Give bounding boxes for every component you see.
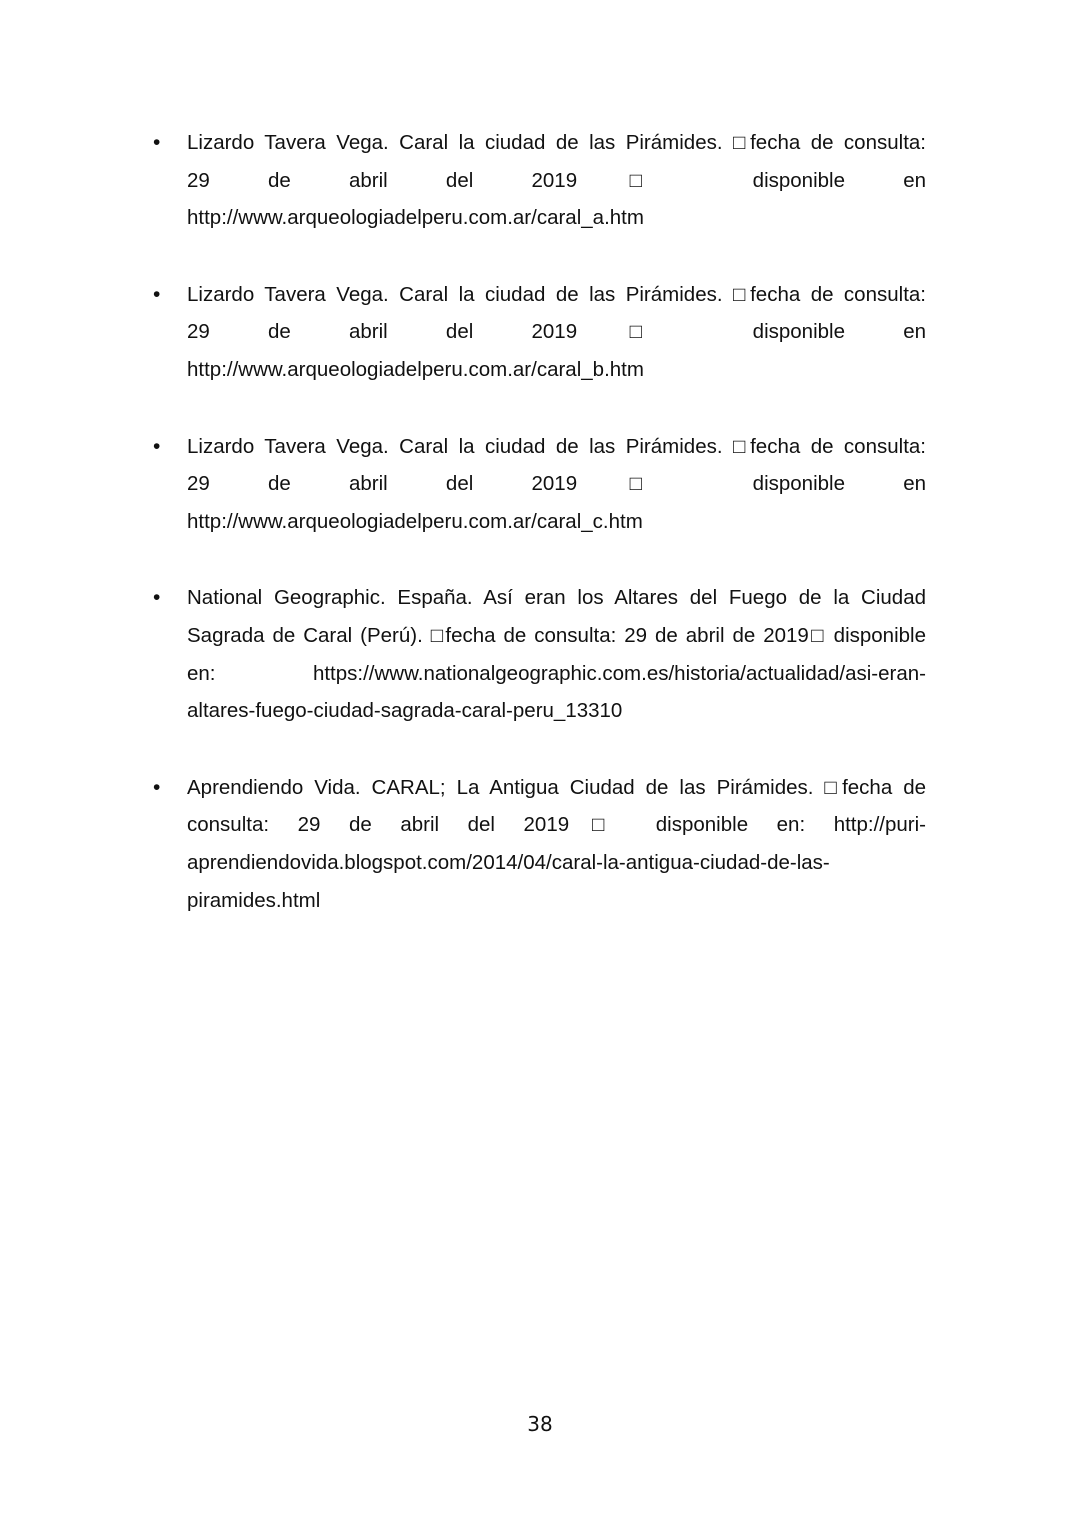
reference-line: piramides.html — [187, 888, 321, 912]
reference-line: http://www.arqueologiadelperu.com.ar/caral_a.htm — [187, 206, 644, 230]
reference-line: aprendiendovida.blogspot.com/2014/04/caral-la-antigua-ciudad-de-las- — [187, 850, 830, 874]
reference-line: Aprendiendo Vida. CARAL; La Antigua Ciudad de las Pirámides. □fecha de — [187, 775, 926, 799]
reference-line: altares-fuego-ciudad-sagrada-caral-peru_13310 — [187, 699, 623, 723]
reference-line: Sagrada de Caral (Perú). □fecha de consulta: 29 de abril de 2019□ disponible — [187, 623, 926, 647]
reference-line: http://www.arqueologiadelperu.com.ar/caral_b.htm — [187, 357, 644, 381]
reference-item — [153, 124, 926, 237]
reference-item — [153, 428, 926, 541]
bullet-icon: • — [153, 775, 161, 799]
reference-line: 29 de abril del 2019□ disponible en — [187, 320, 926, 344]
reference-line: Lizardo Tavera Vega. Caral la ciudad de las Pirámides. □fecha de consulta: — [187, 131, 926, 154]
reference-line: National Geographic. España. Así eran los Altares del Fuego de la Ciudad — [187, 586, 926, 610]
reference-line: consulta: 29 de abril del 2019□ disponible en: http://puri- — [187, 813, 926, 837]
reference-line: 29 de abril del 2019□ disponible en — [187, 472, 926, 496]
reference-list — [153, 124, 926, 958]
reference-line: en: https://www.nationalgeographic.com.es/historia/actualidad/asi-eran- — [187, 661, 926, 685]
bullet-icon: • — [153, 586, 161, 610]
reference-line: Lizardo Tavera Vega. Caral la ciudad de las Pirámides. □fecha de consulta: — [187, 434, 926, 458]
bullet-icon: • — [153, 131, 161, 154]
reference-line: http://www.arqueologiadelperu.com.ar/caral_c.htm — [187, 509, 643, 533]
reference-item — [153, 769, 926, 919]
reference-line: 29 de abril del 2019□ disponible en — [187, 168, 926, 192]
reference-line: Lizardo Tavera Vega. Caral la ciudad de las Pirámides. □fecha de consulta: — [187, 282, 926, 306]
bullet-icon: • — [153, 434, 161, 458]
page-number: 38 — [527, 1412, 553, 1436]
reference-item — [153, 579, 926, 729]
bullet-icon: • — [153, 282, 161, 306]
reference-item — [153, 276, 926, 389]
